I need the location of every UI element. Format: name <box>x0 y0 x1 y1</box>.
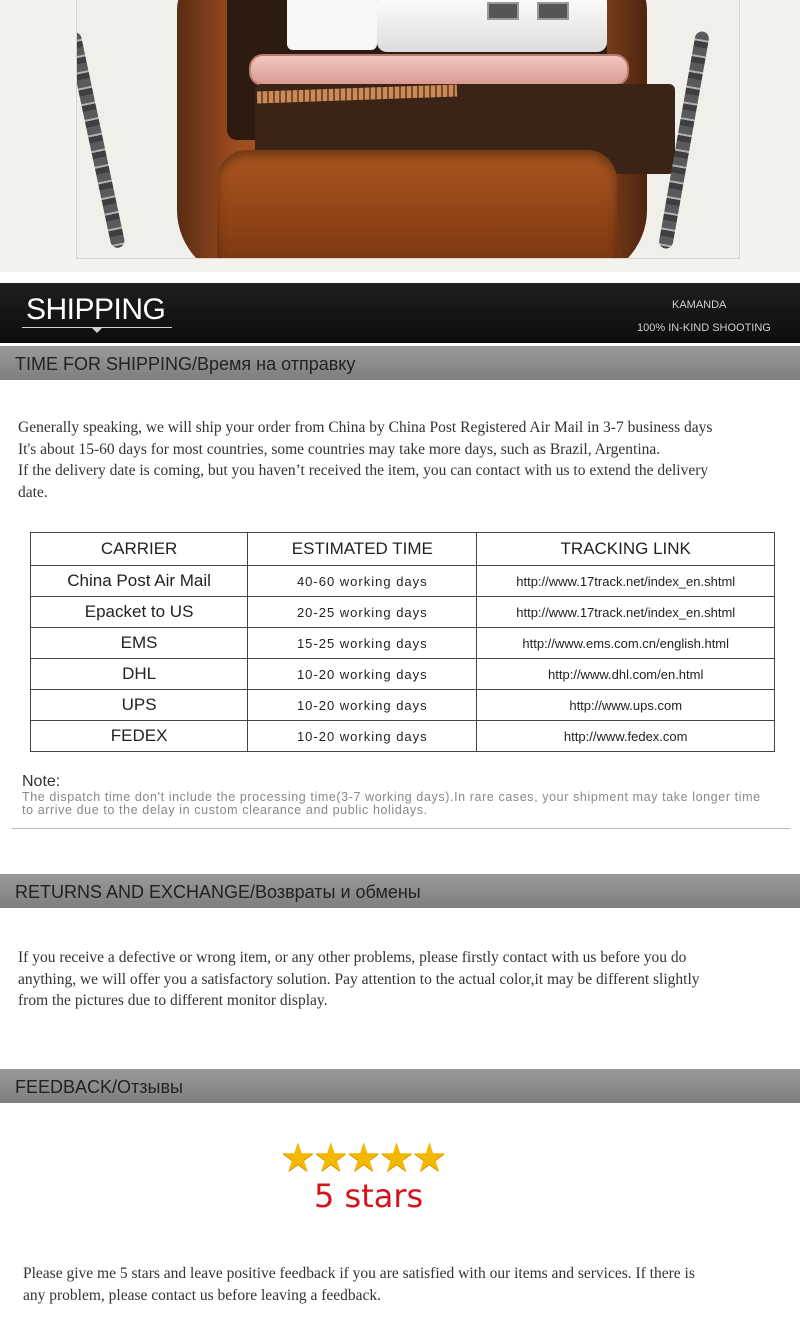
banner-tagline: 100% IN-KIND SHOOTING <box>637 322 771 334</box>
shipping-table <box>30 532 775 752</box>
carrier-cell: China Post Air Mail <box>31 566 248 597</box>
table-row <box>31 690 775 721</box>
paragraph-line: any problem, please contact us before leaving a feedback. <box>23 1286 382 1304</box>
product-photo-area <box>0 0 800 272</box>
shipping-paragraph <box>18 417 712 503</box>
feedback-paragraph <box>23 1263 695 1306</box>
tracking-link[interactable]: http://www.17track.net/index_en.shtml <box>477 566 775 597</box>
paragraph-line: Generally speaking, we will ship your order from China by China Post Registered Air Mail in 3-7 business days <box>18 419 713 436</box>
time-cell: 10-20 working days <box>248 721 477 752</box>
tissue-pack <box>287 0 377 50</box>
carrier-cell: DHL <box>31 659 248 690</box>
tracking-link[interactable]: http://www.ups.com <box>477 690 775 721</box>
banner-title: SHIPPING <box>26 293 166 326</box>
paragraph-line: Please give me 5 stars and leave positive feedback if you are satisfied with our items and services. If there is <box>23 1265 695 1282</box>
table-row <box>31 566 775 597</box>
product-photo <box>76 0 740 259</box>
column-header-tracking-link: TRACKING LINK <box>477 533 775 566</box>
tracking-link[interactable]: http://www.fedex.com <box>477 721 775 752</box>
tracking-link[interactable]: http://www.17track.net/index_en.shtml <box>477 597 775 628</box>
table-row <box>31 721 775 752</box>
carrier-cell: EMS <box>31 628 248 659</box>
table-row <box>31 659 775 690</box>
banner-brand: KAMANDA <box>672 299 727 311</box>
table-row <box>31 628 775 659</box>
note-text: The dispatch time don't include the processing time(3-7 working days).In rare cases, your shipment may take longer time to arrive due to the delay in custom clearance and public holidays. <box>22 790 761 817</box>
paragraph-line: If you receive a defective or wrong item, or any other problems, please firstly contact with us before you do <box>18 949 687 966</box>
time-cell: 10-20 working days <box>248 690 477 721</box>
returns-paragraph <box>18 947 700 1012</box>
paragraph-line: date. <box>18 483 48 501</box>
column-header-carrier: CARRIER <box>31 533 248 566</box>
time-cell: 10-20 working days <box>248 659 477 690</box>
column-header-estimated-time: ESTIMATED TIME <box>248 533 477 566</box>
time-cell: 20-25 working days <box>248 597 477 628</box>
five-star-rating-icon: ★★★★★ <box>280 1135 445 1181</box>
chain-strap-left <box>76 31 126 249</box>
usb-port <box>487 2 519 20</box>
note-label: Note: <box>22 773 61 790</box>
tracking-link[interactable]: http://www.dhl.com/en.html <box>477 659 775 690</box>
bag-front-flap <box>217 150 617 259</box>
table-row <box>31 597 775 628</box>
feedback-section-header: FEEDBACK/Отзывы <box>0 1069 800 1103</box>
paragraph-line: It's about 15-60 days for most countries, some countries may take more days, such as Brazil, Argentina. <box>18 440 661 458</box>
time-cell: 40-60 working days <box>248 566 477 597</box>
paragraph-line: If the delivery date is coming, but you haven’t received the item, you can contact with us to extend the delivery <box>18 462 709 479</box>
time-cell: 15-25 working days <box>248 628 477 659</box>
banner-pointer <box>92 328 102 333</box>
shipping-section-header: TIME FOR SHIPPING/Время на отправку <box>0 346 800 380</box>
phone <box>249 54 629 86</box>
tracking-link[interactable]: http://www.ems.com.cn/english.html <box>477 628 775 659</box>
carrier-cell: FEDEX <box>31 721 248 752</box>
paragraph-line: from the pictures due to different monitor display. <box>18 992 328 1009</box>
table-header-row <box>31 533 775 566</box>
paragraph-line: anything, we will offer you a satisfactory solution. Pay attention to the actual color,it may be different slightly <box>18 970 700 988</box>
shipping-banner <box>0 283 800 343</box>
divider <box>12 828 790 829</box>
carrier-cell: Epacket to US <box>31 597 248 628</box>
stars-label: 5 stars <box>314 1177 424 1215</box>
returns-section-header: RETURNS AND EXCHANGE/Возвраты и обмены <box>0 874 800 908</box>
usb-port <box>537 2 569 20</box>
carrier-cell: UPS <box>31 690 248 721</box>
power-bank <box>377 0 607 52</box>
